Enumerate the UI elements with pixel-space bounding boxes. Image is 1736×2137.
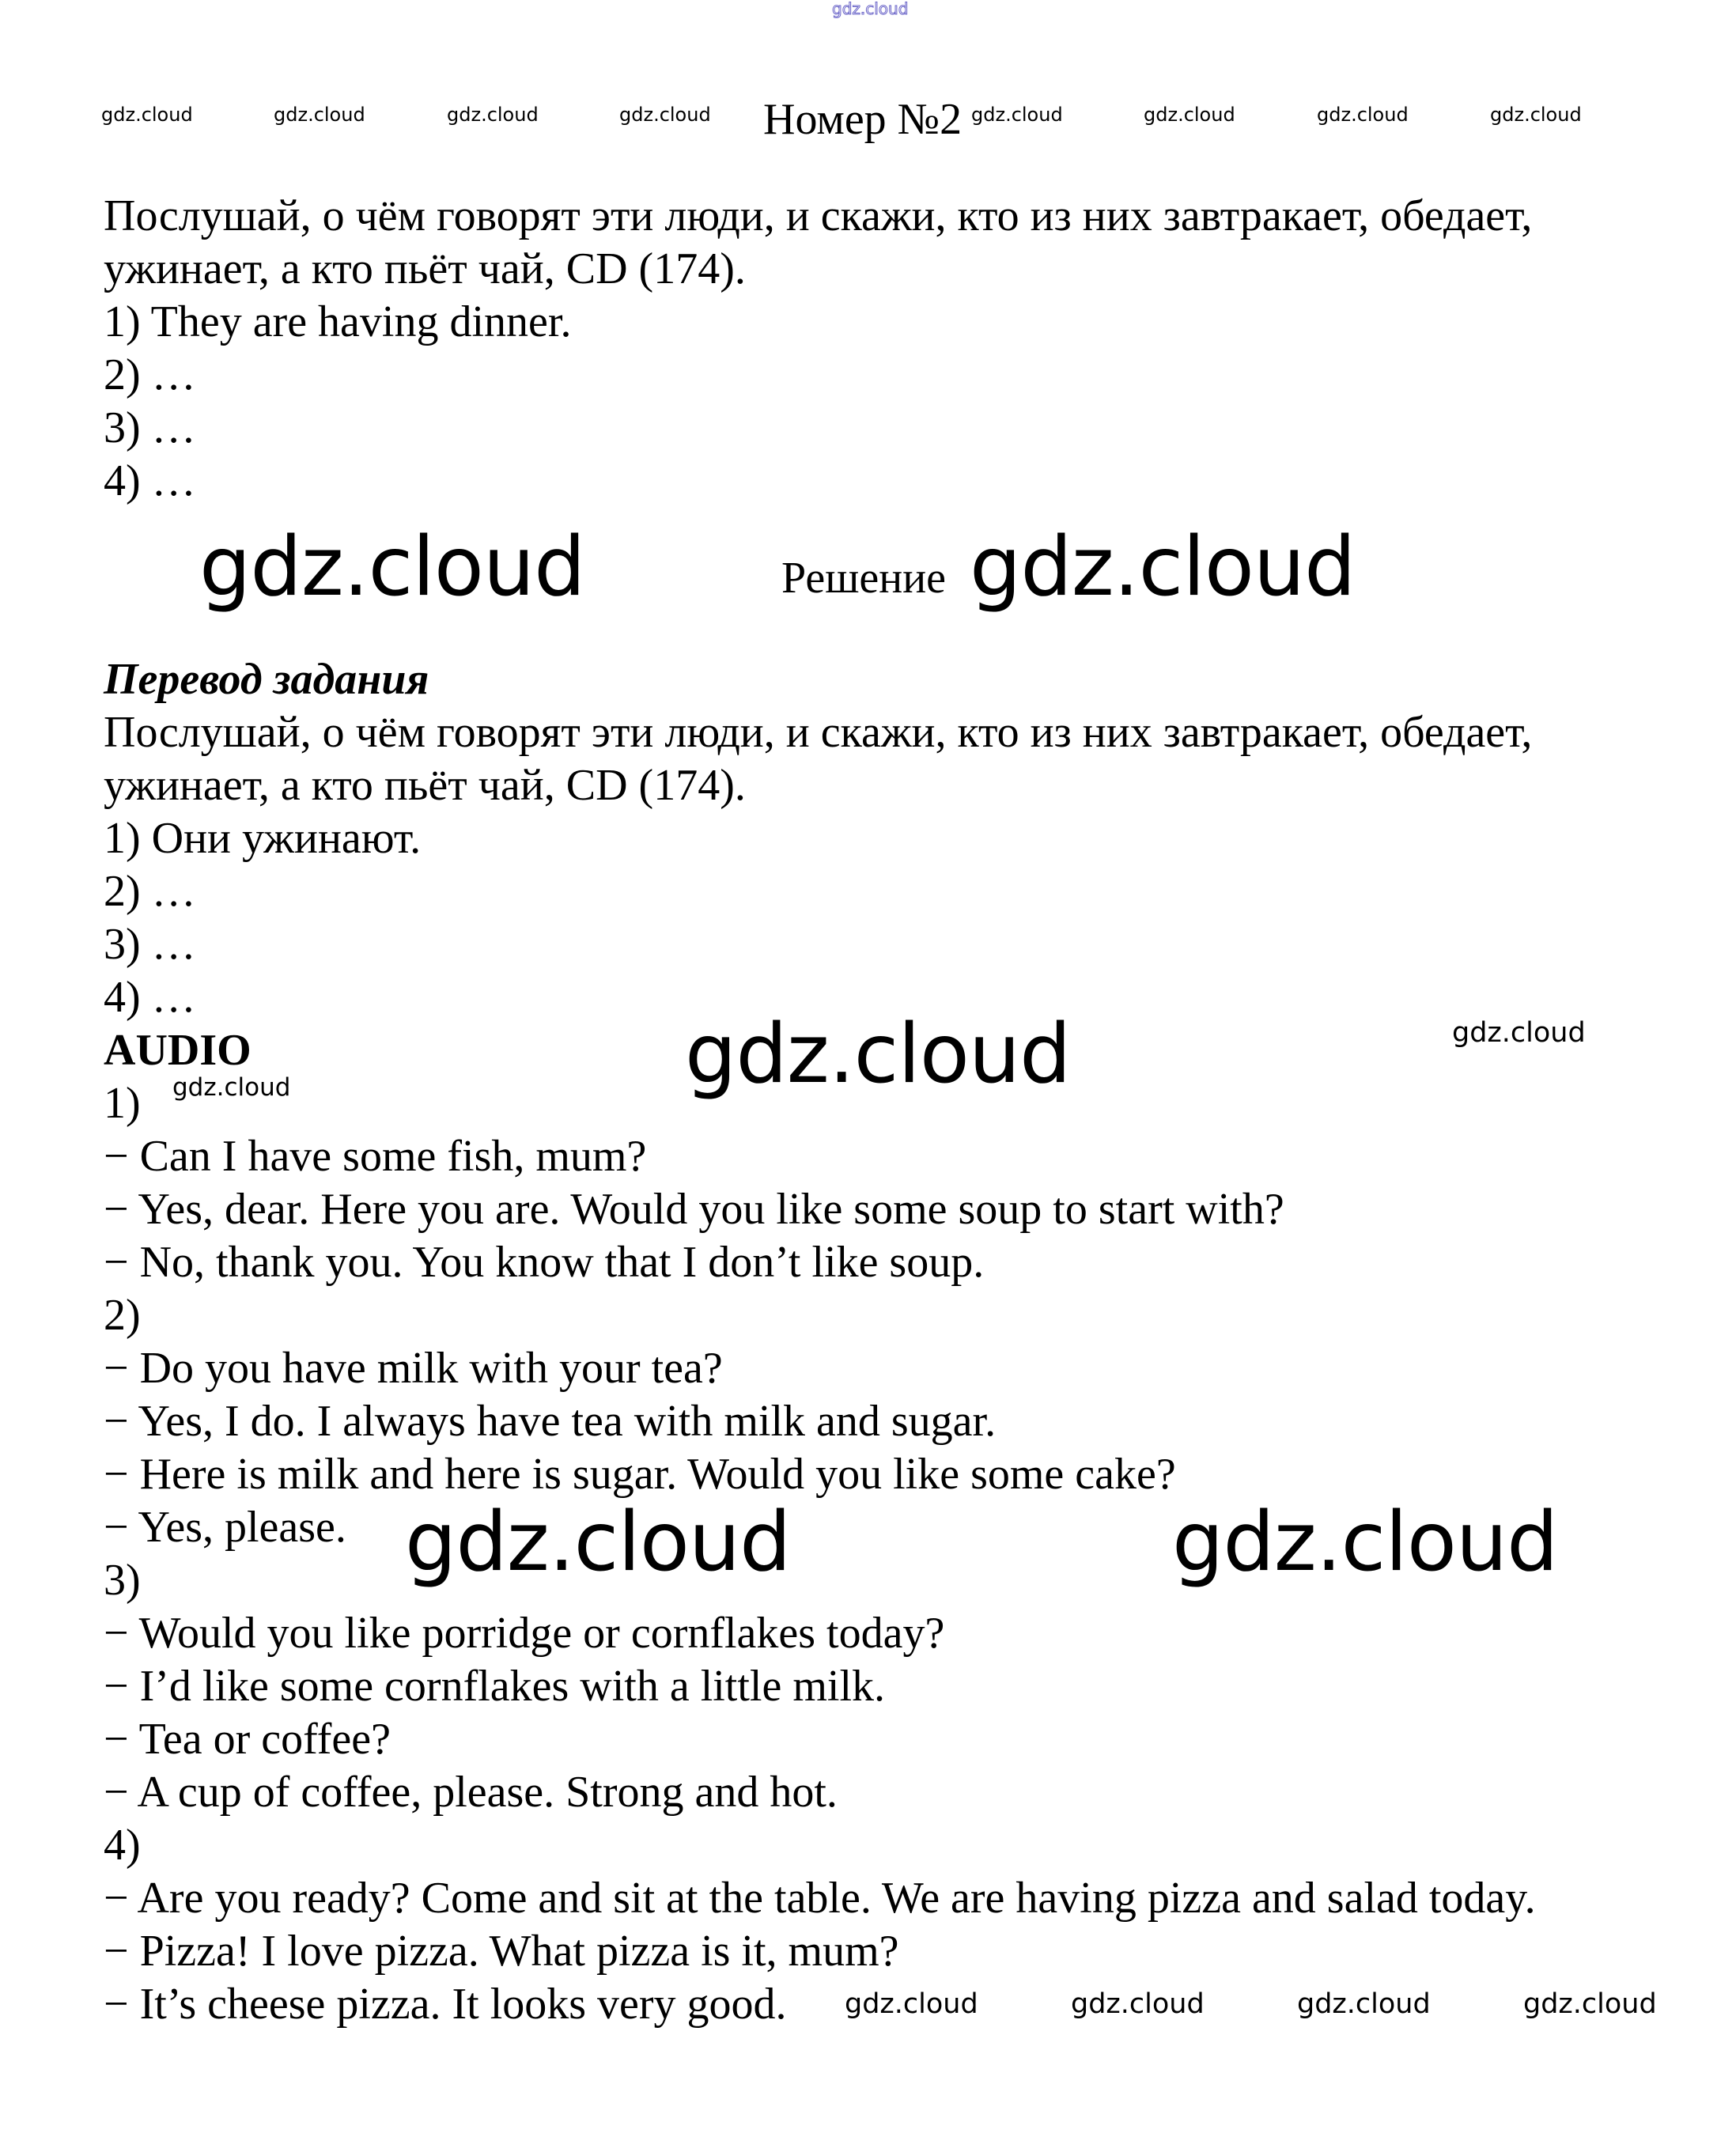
dialogue-2-line-1: − Do you have milk with your tea?: [104, 1344, 723, 1393]
watermark-top: gdz.cloud: [832, 0, 909, 18]
translation-item-1: 1) Они ужинают.: [104, 814, 422, 863]
dialogue-3-line-2: − I’d like some cornflakes with a little milk.: [104, 1662, 886, 1711]
watermark-header-1: gdz.cloud: [101, 104, 193, 126]
watermark-medium-1: gdz.cloud: [1452, 1017, 1586, 1049]
dialogue-4-line-1: − Are you ready? Come and sit at the table. We are having pizza and salad today.: [104, 1874, 1536, 1923]
watermark-large-2: gdz.cloud: [970, 520, 1356, 615]
task-text-line-1: Послушай, о чём говорят эти люди, и скажи, кто из них завтракает, обедает,: [104, 191, 1533, 240]
translation-heading: Перевод задания: [104, 655, 429, 704]
watermark-large-3: gdz.cloud: [685, 1007, 1071, 1102]
dialogue-2-number: 2): [104, 1291, 141, 1340]
watermark-header-8: gdz.cloud: [1490, 104, 1582, 126]
page-title: Номер №2: [763, 95, 963, 144]
dialogue-2-line-3: − Here is milk and here is sugar. Would you like some cake?: [104, 1450, 1176, 1499]
dialogue-4-line-2: − Pizza! I love pizza. What pizza is it, mum?: [104, 1927, 899, 1976]
watermark-header-5: gdz.cloud: [971, 104, 1063, 126]
watermark-large-4: gdz.cloud: [405, 1495, 791, 1590]
translation-text-line-1: Послушай, о чём говорят эти люди, и скажи, кто из них завтракает, обедает,: [104, 708, 1533, 757]
watermark-header-7: gdz.cloud: [1317, 104, 1409, 126]
watermark-large-5: gdz.cloud: [1172, 1495, 1558, 1590]
dialogue-3-line-1: − Would you like porridge or cornflakes today?: [104, 1609, 945, 1658]
dialogue-4-line-3: − It’s cheese pizza. It looks very good.: [104, 1980, 787, 2029]
dialogue-1-line-1: − Can I have some fish, mum?: [104, 1132, 647, 1181]
watermark-small-audio: gdz.cloud: [172, 1073, 291, 1102]
translation-item-3: 3) …: [104, 920, 196, 969]
task-item-2: 2) …: [104, 350, 196, 399]
watermark-large-1: gdz.cloud: [199, 520, 585, 615]
dialogue-2-line-2: − Yes, I do. I always have tea with milk and sugar.: [104, 1397, 997, 1446]
watermark-footer-1: gdz.cloud: [845, 1988, 978, 2020]
watermark-footer-4: gdz.cloud: [1523, 1988, 1657, 2020]
dialogue-1-line-2: − Yes, dear. Here you are. Would you like some soup to start with?: [104, 1185, 1284, 1234]
dialogue-3-line-4: − A cup of coffee, please. Strong and hot.: [104, 1768, 838, 1817]
translation-item-4: 4) …: [104, 973, 196, 1022]
dialogue-1-number: 1): [104, 1079, 141, 1128]
watermark-header-3: gdz.cloud: [447, 104, 539, 126]
translation-item-2: 2) …: [104, 867, 196, 916]
watermark-footer-3: gdz.cloud: [1297, 1988, 1431, 2020]
watermark-header-2: gdz.cloud: [274, 104, 365, 126]
dialogue-4-number: 4): [104, 1821, 141, 1870]
dialogue-3-line-3: − Tea or coffee?: [104, 1715, 391, 1764]
watermark-header-6: gdz.cloud: [1144, 104, 1235, 126]
task-item-4: 4) …: [104, 456, 196, 505]
task-item-3: 3) …: [104, 403, 196, 452]
dialogue-3-number: 3): [104, 1556, 141, 1605]
solution-label: Решение: [781, 554, 947, 603]
dialogue-2-line-4: − Yes, please.: [104, 1503, 346, 1552]
watermark-footer-2: gdz.cloud: [1071, 1988, 1205, 2020]
translation-text-line-2: ужинает, а кто пьёт чай, CD (174).: [104, 761, 746, 810]
audio-heading: AUDIO: [104, 1026, 252, 1075]
dialogue-1-line-3: − No, thank you. You know that I don’t like soup.: [104, 1238, 985, 1287]
watermark-header-4: gdz.cloud: [619, 104, 711, 126]
task-item-1: 1) They are having dinner.: [104, 297, 572, 346]
task-text-line-2: ужинает, а кто пьёт чай, CD (174).: [104, 244, 746, 293]
